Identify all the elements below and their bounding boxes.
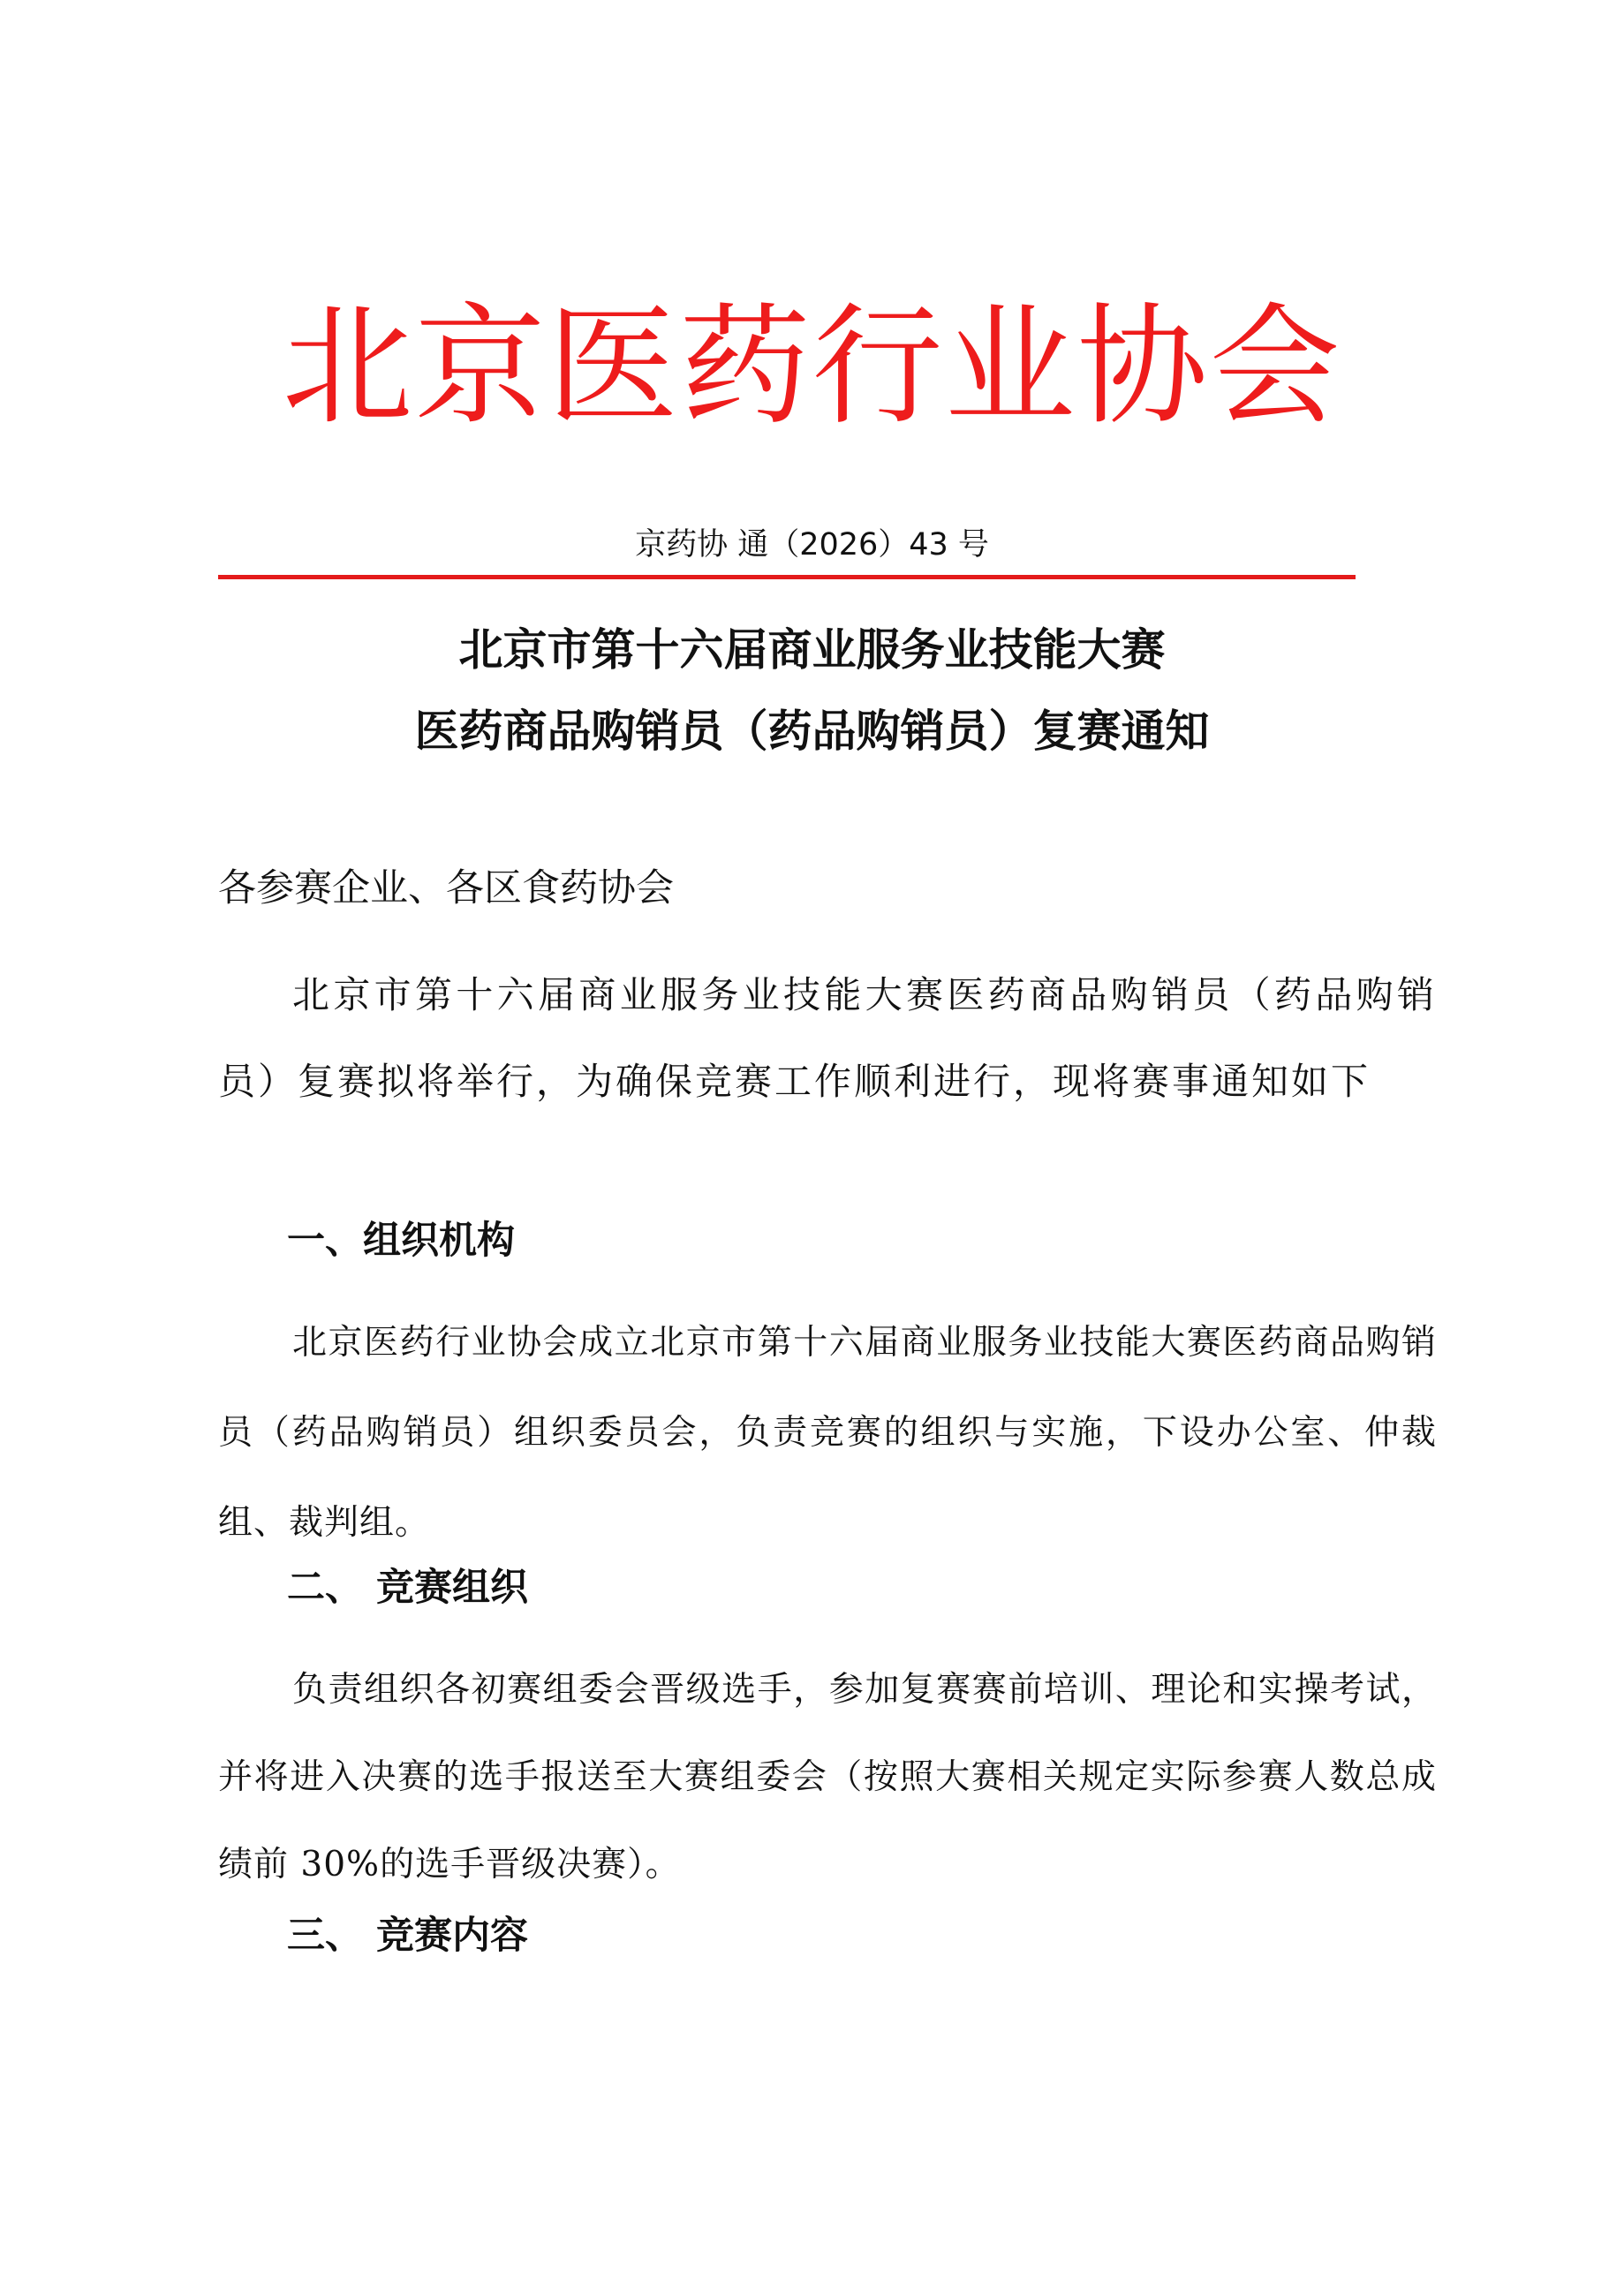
section-heading-competition-organization: 二、 竞赛组织 [287,1566,528,1610]
document-number: 京药协 通（2026）43 号 [635,527,989,563]
letterhead-divider [218,575,1356,579]
section-heading-competition-content: 三、 竞赛内容 [287,1914,528,1958]
section-text-organization: 北京医药行业协会成立北京市第十六届商业服务业技能大赛医药商品购销员（药品购销员）组织委员会，负责竞赛的组织与实施，下设办公室、仲裁组、裁判组。 [218,1323,1437,1543]
notice-title-line-1: 北京市第十六届商业服务业技能大赛 [458,624,1166,676]
notice-title-line-2: 医药商品购销员（药品购销员）复赛通知 [414,706,1210,757]
section-text-competition-organization: 负责组织各初赛组委会晋级选手，参加复赛赛前培训、理论和实操考试，并将进入决赛的选手报送至大赛组委会（按照大赛相关规定实际参赛人数总成绩前 30%的选手晋级决赛）。 [218,1670,1437,1884]
intro-paragraph: 北京市第十六届商业服务业技能大赛医药商品购销员（药品购销员）复赛拟将举行，为确保竞赛工作顺利进行，现将赛事通知如下 [218,973,1437,1103]
organization-letterhead: 北京医药行业协会 [282,291,1342,442]
salutation: 各参赛企业、各区食药协会 [218,866,674,910]
section-heading-organization: 一、组织机构 [287,1219,515,1263]
